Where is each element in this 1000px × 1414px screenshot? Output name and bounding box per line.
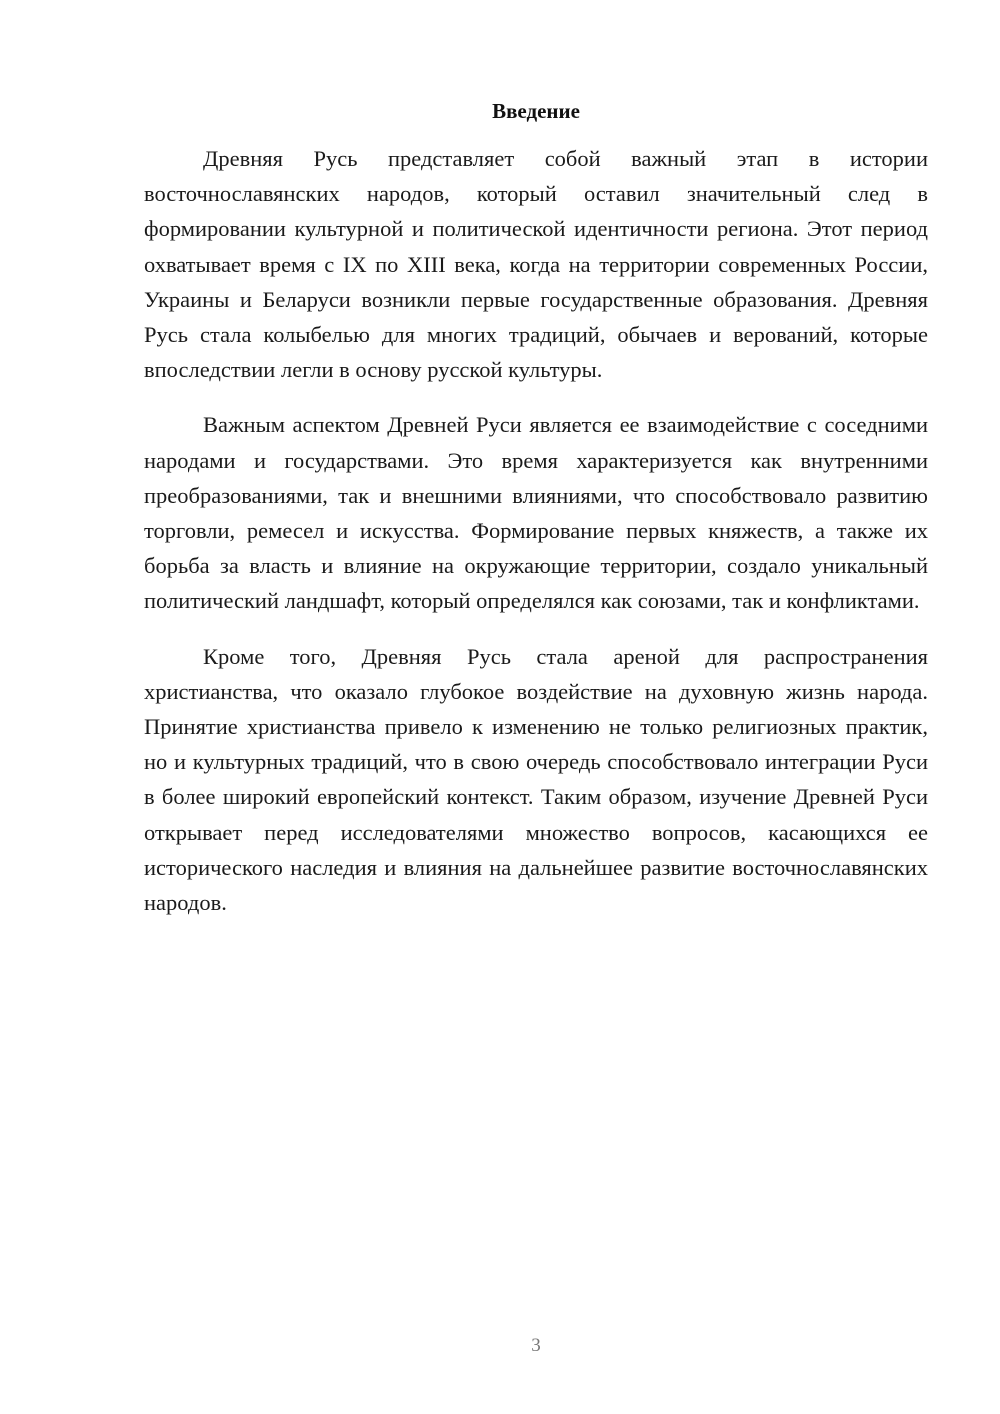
body-text (144, 141, 928, 920)
paragraph-2: Важным аспектом Древней Руси является ее взаимодействие с соседними народами и государствами. Это время характеризуется как внутренними преобразованиями, так и внешними влияниями, что способствовало развитию торговли, ремесел и искусства. Формирование первых княжеств, а также их борьба за власть и влияние на окружающие территории, создало уникальный политический ландшафт, который определялся как союзами, так и конфликтами. (144, 412, 928, 614)
page-number: 3 (531, 1335, 541, 1356)
paragraph-1: Древняя Русь представляет собой важный этап в истории восточнославянских народов, который оставил значительный след в формировании культурной и политической идентичности региона. Этот период охватывает время с IX по XIII века, когда на территории современных России, Украины и Беларуси возникли первые государственные образования. Древняя Русь стала колыбелью для многих традиций, обычаев и верований, которые впоследствии легли в основу русской культуры. (144, 146, 928, 383)
paragraph-3: Кроме того, Древняя Русь стала ареной для распространения христианства, что оказало глубокое воздействие на духовную жизнь народа. Принятие христианства привело к изменению не только религиозных практик, но и культурных традиций, что в свою очередь способствовало интеграции Руси в более широкий европейский контекст. Таким образом, изучение Древней Руси открывает перед исследователями множество вопросов, касающихся ее исторического наследия и влияния на дальнейшее развитие восточнославянских народов. (144, 643, 928, 916)
section-title: Введение (492, 99, 580, 123)
